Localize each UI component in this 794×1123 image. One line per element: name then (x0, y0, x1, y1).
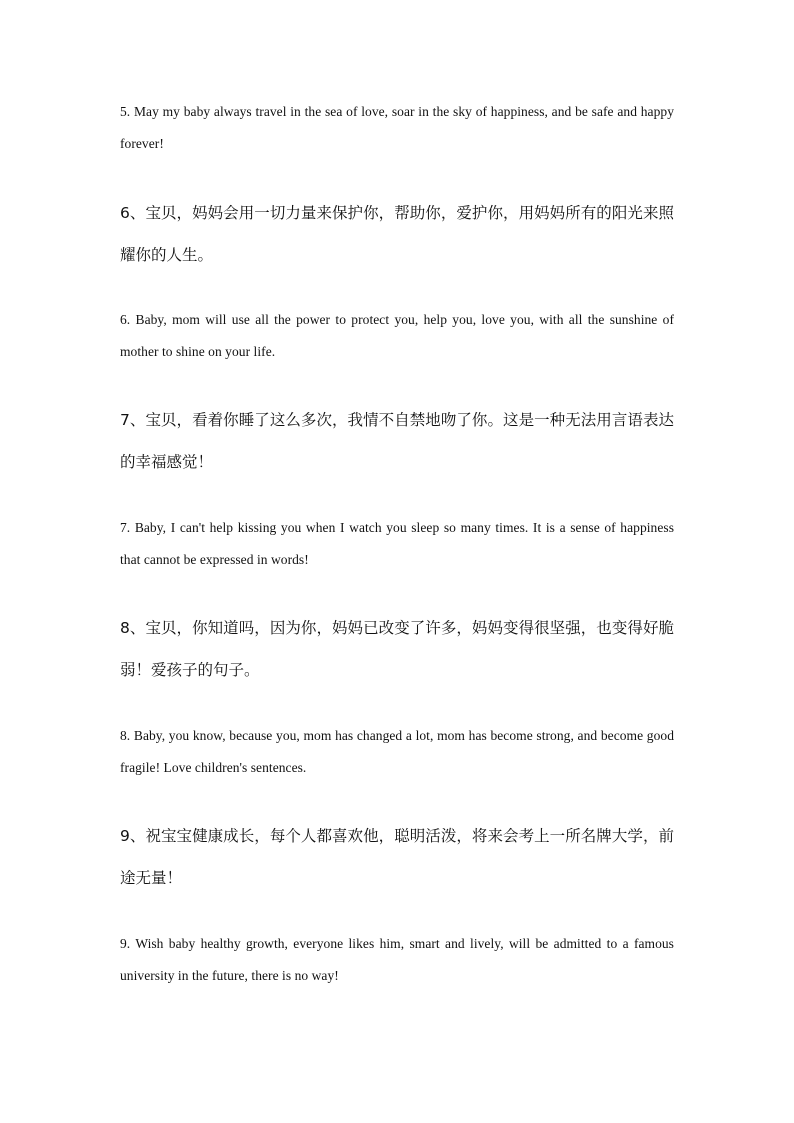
paragraph-en-8: 8. Baby, you know, because you, mom has changed a lot, mom has become strong, and become good fragile! Love children's sentences. (120, 728, 674, 775)
paragraph-zh-9: 9、祝宝宝健康成长，每个人都喜欢他，聪明活泼，将来会考上一所名牌大学，前途无量！ (120, 827, 674, 887)
paragraph-en-6: 6. Baby, mom will use all the power to protect you, help you, love you, with all the sunshine of mother to shine on your life. (120, 312, 674, 359)
paragraph-zh-6: 6、宝贝，妈妈会用一切力量来保护你，帮助你，爱护你，用妈妈所有的阳光来照耀你的人生。 (120, 204, 674, 264)
paragraph-zh-7: 7、宝贝，看着你睡了这么多次，我情不自禁地吻了你。这是一种无法用言语表达的幸福感觉！ (120, 411, 674, 471)
paragraph-en-7: 7. Baby, I can't help kissing you when I watch you sleep so many times. It is a sense of happiness that cannot be expressed in words! (120, 520, 674, 567)
paragraph-en-5: 5. May my baby always travel in the sea of love, soar in the sky of happiness, and be safe and happy forever! (120, 104, 674, 151)
paragraph-zh-8: 8、宝贝，你知道吗，因为你，妈妈已改变了许多，妈妈变得很坚强，也变得好脆弱！爱孩子的句子。 (120, 619, 674, 679)
paragraph-en-9: 9. Wish baby healthy growth, everyone likes him, smart and lively, will be admitted to a famous university in the future, there is no way! (120, 936, 674, 983)
